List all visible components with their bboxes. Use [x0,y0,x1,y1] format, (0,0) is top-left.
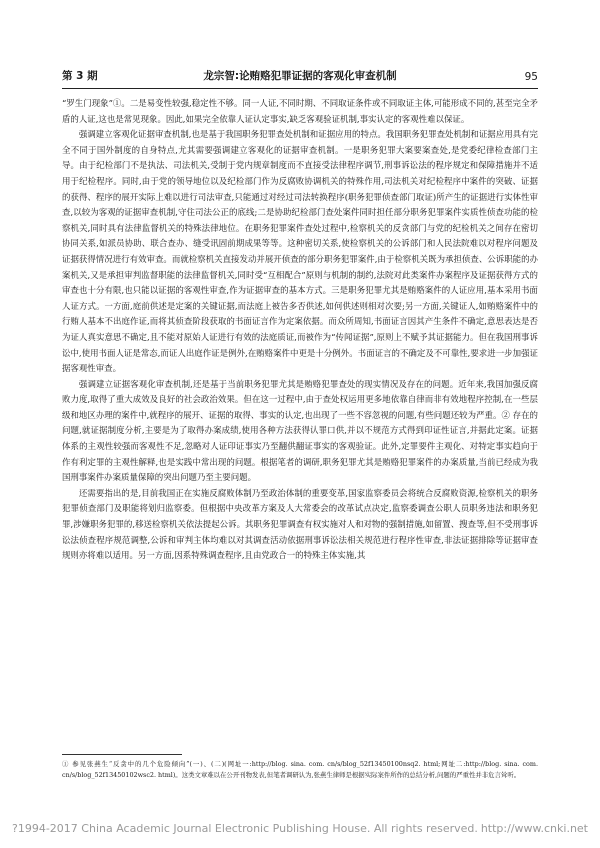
copyright-notice: ?1994-2017 China Academic Journal Electronic Publishing House. All rights reserved. [12,822,478,835]
paragraph-3: 强调建立证据客观化审查机制,还是基于当前职务犯罪尤其是贿赂犯罪查处的现实情况及存在的问题。近年来,我国加强反腐败力度,取得了重大成效及良好的社会政治效果。但在这一过程中,由于查处权运用更多地依靠自律而非有效地程序控制,在一些层级和地区办理的案件中,就程序的展开、证据的取得、事实的认定,也出现了一些不容忽视的问题,有些问题还较为严重。② 存在的问题,就证据制度分析,主要是为了取得办案成绩,使用各种方法获得认罪口供,并以不规范方式得到印证性证言,并据此定案。证据体系的主观性较强而客观性不足,忽略对人证印证事实乃至翻供翻证事实的客观验证。此外,定罪要件主观化、对特定事实趋向于作有利定罪的主观性解释,也是实践中常出现的问题。根据笔者的调研,职务犯罪尤其是贿赂犯罪案件的办案质量,当前已经成为我国刑事案件办案质量保障的突出问题乃至主要问题。 [62,378,538,483]
running-title: 龙宗智:论贿赂犯罪证据的客观化审查机制 [203,70,397,82]
cnki-link[interactable]: http://www.cnki.net [480,822,588,835]
paragraph-4: 还需要指出的是,目前我国正在实施反腐败体制乃至政治体制的重要变革,国家监察委员会将统合反腐败资源,检察机关的职务犯罪侦查部门及职能将划归监察委。但根据中央改革方案及人大常委会的改革试点决定,监察委调查公职人员职务违法和职务犯罪,涉嫌职务犯罪的,移送检察机关依法提起公诉。其职务犯罪调查有权实施对人和对物的强制措施,如留置、搜查等,但不受刑事诉讼法侦查程序规范调整,公诉和审判主体均难以对其调查活动依据刑事诉讼法相关规范进行程序性审查,非法证据排除等证据审查规则亦将难以适用。另一方面,因系特殊调查程序,且由党政合一的特殊主体实施,其 [62,487,538,561]
paragraph-1: “罗生门现象”①。二是易变性较强,稳定性不够。同一人证,不同时期、不同取证条件或不同取证主体,可能形成不同的,甚至完全矛盾的人证,这也是常见现象。因此,如果完全依靠人证认定事实,缺乏客观验证机制,事实认定的客观性难以保证。 [62,98,538,124]
footnote: ① 参见张燕生“反贪中的几个危险倾向”(一)、(二)(网址一:http://blog. sina. com. cn/s/blog_52f13450100nsq2. html;网址二:http://blog. sina. com. cn/s/blog_52f13450102wsc2. html)。这类文章难以在公开刊物发表,但笔者调研认为,张燕生律师是根据实际案件所作的总结分析,问题的严重性并非危言耸听。 [62,760,538,779]
footnote-divider [62,754,182,755]
page-number: 95 [524,71,538,83]
page-header [62,66,538,89]
article-body [62,96,538,564]
journal-issue: 第 3 期 [62,70,98,82]
paragraph-2: 强调建立客观化证据审查机制,也是基于我国职务犯罪查处机制和证据应用的特点。我国职务犯罪查处机制和证据应用具有完全不同于国外制度的自身特点,尤其需要强调建立客观化的证据审查机制。一是职务犯罪大案要案查处,是党委纪律检查部门主导。由于纪检部门不是执法、司法机关,受制于党内规章制度而不直接受法律程序调节,刑事诉讼法的程序规定和保障措施并不适用于纪检程序。同时,由于党的领导地位以及纪检部门作为反腐败协调机关的特殊作用,司法机关对纪检程序中案件的突破、证据的获得、程序的展开实际上难以进行司法审查,只能通过对经过司法转换程序(职务犯罪侦查部门取证)所产生的证据进行实体性审查,以较为客观的证据审查机制,守住司法公正的底线;二是协助纪检部门查处案件同时担任部分职务犯罪案件实质性侦查功能的检察机关,同时具有法律监督机关的特殊法律地位。在职务犯罪案件查处过程中,检察机关的反贪部门与党的纪检机关之间存在密切协同关系,如派员协助、联合查办、缝受讯固前期成果等等。这种密切关系,使检察机关的公诉部门和人民法院难以对程序问题及证据获得情况进行有效审查。而就检察机关直接发动并展开侦查的部分职务犯罪案件,由于检察机关既为承担侦查、公诉职能的办案机关,又是承担审判监督职能的法律监督机关,同时受“互相配合”原则与机制的制约,法院对此类案件办案程序及证据获得方式的审查也十分有限,也只能以证据的客观性审查,作为证据审查的基本方式。三是职务犯罪尤其是贿赂案件的人证应用,基本采用书面人证方式。一方面,庭前供述是定案的关键证据,而法庭上被告多否供述,如何供述则相对次要;另一方面,关键证人,如贿赂案件中的行贿人基本不出庭作证,而将其侦查阶段获取的书面证言作为定案依据。而众所周知,书面证言因其产生条件不确定,意思表达是否为证人真实意思不确定,且不能对原始人证进行有效的法庭质证,而被作为“传闻证据”,原则上不赋予其证据能力。但在我国刑事诉讼中,使用书面人证是常态,而证人出庭作证是例外,在贿赂案件中更是十分例外。书面证言的不确定及不可靠性,要求进一步加强证据客观性审查。 [62,129,538,374]
